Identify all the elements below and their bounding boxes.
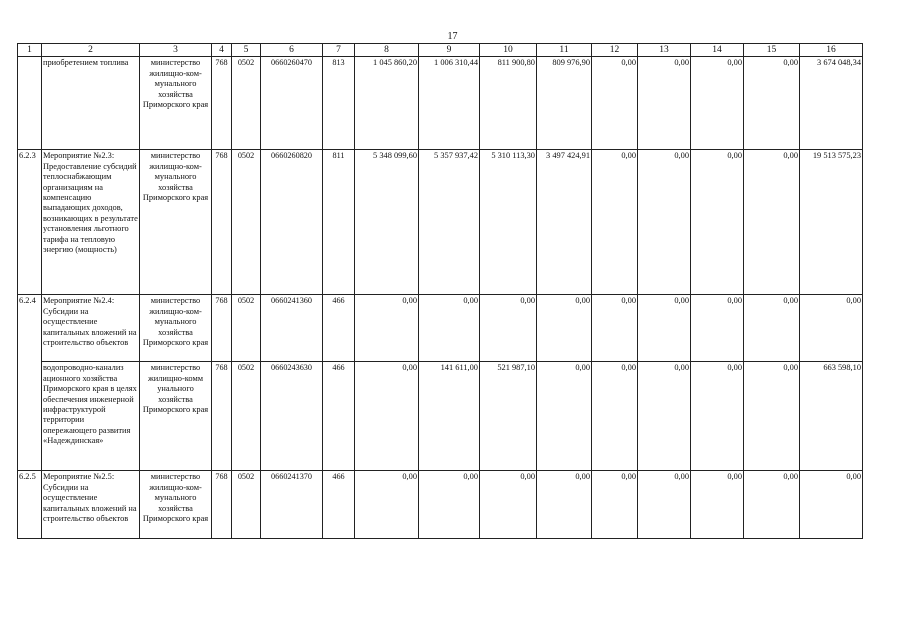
table-row — [18, 362, 863, 471]
row-code-5: 0502 — [232, 57, 261, 150]
row-value-11: 809 976,90 — [537, 57, 592, 150]
row-value-12: 0,00 — [592, 362, 638, 471]
row-agency: министерство жилищно-ком-мунального хозяйства Приморского края — [140, 57, 212, 150]
row-value-12: 0,00 — [592, 295, 638, 362]
column-header: 5 — [232, 44, 261, 57]
row-value-8: 0,00 — [355, 362, 419, 471]
row-value-15: 0,00 — [744, 362, 800, 471]
row-code-5: 0502 — [232, 150, 261, 295]
row-code-5: 0502 — [232, 471, 261, 539]
row-agency: министерство жилищно-комм унального хозяйства Приморского края — [140, 362, 212, 471]
row-value-11: 3 497 424,91 — [537, 150, 592, 295]
row-value-12: 0,00 — [592, 150, 638, 295]
row-value-14: 0,00 — [691, 295, 744, 362]
table-row — [18, 471, 863, 539]
row-value-9: 5 357 937,42 — [419, 150, 480, 295]
row-value-15: 0,00 — [744, 150, 800, 295]
column-header: 2 — [42, 44, 140, 57]
row-code-5: 0502 — [232, 362, 261, 471]
budget-table — [17, 43, 863, 539]
row-code-7: 813 — [323, 57, 355, 150]
row-id: 6.2.3 — [18, 150, 42, 295]
row-agency: министерство жилищно-ком-мунального хозяйства Приморского края — [140, 295, 212, 362]
row-code-6: 0660243630 — [261, 362, 323, 471]
row-code-7: 466 — [323, 295, 355, 362]
column-header: 1 — [18, 44, 42, 57]
table-row — [18, 150, 863, 295]
row-value-11: 0,00 — [537, 295, 592, 362]
row-value-14: 0,00 — [691, 150, 744, 295]
row-value-16: 0,00 — [800, 471, 863, 539]
column-header: 9 — [419, 44, 480, 57]
column-header: 11 — [537, 44, 592, 57]
column-header: 8 — [355, 44, 419, 57]
row-agency: министерство жилищно-ком-мунального хозяйства Приморского края — [140, 150, 212, 295]
row-id — [18, 57, 42, 150]
row-value-8: 1 045 860,20 — [355, 57, 419, 150]
row-code-7: 466 — [323, 362, 355, 471]
column-header: 7 — [323, 44, 355, 57]
row-name: Мероприятие №2.4: Субсидии на осуществление капитальных вложений на строительство объектов — [42, 295, 140, 362]
row-value-8: 0,00 — [355, 295, 419, 362]
row-id: 6.2.4 — [18, 295, 42, 471]
row-code-4: 768 — [212, 57, 232, 150]
column-header: 15 — [744, 44, 800, 57]
row-code-7: 466 — [323, 471, 355, 539]
row-code-4: 768 — [212, 150, 232, 295]
row-value-8: 5 348 099,60 — [355, 150, 419, 295]
row-value-12: 0,00 — [592, 57, 638, 150]
row-value-10: 5 310 113,30 — [480, 150, 537, 295]
row-value-10: 521 987,10 — [480, 362, 537, 471]
row-name: Мероприятие №2.5: Субсидии на осуществление капитальных вложений на строительство объектов — [42, 471, 140, 539]
row-value-10: 0,00 — [480, 295, 537, 362]
row-value-15: 0,00 — [744, 295, 800, 362]
row-value-13: 0,00 — [638, 295, 691, 362]
row-value-9: 0,00 — [419, 471, 480, 539]
row-code-4: 768 — [212, 362, 232, 471]
column-number-row — [18, 44, 863, 57]
row-value-13: 0,00 — [638, 362, 691, 471]
table-row — [18, 295, 863, 362]
row-value-16: 19 513 575,23 — [800, 150, 863, 295]
column-header: 12 — [592, 44, 638, 57]
row-value-12: 0,00 — [592, 471, 638, 539]
row-value-13: 0,00 — [638, 57, 691, 150]
row-value-10: 811 900,80 — [480, 57, 537, 150]
row-value-13: 0,00 — [638, 150, 691, 295]
row-name: водопроводно-канализ ационного хозяйства Приморского края в целях обеспечения инженерной инфраструктурой территории опережающего развития «Надеждинская» — [42, 362, 140, 471]
page-number: 17 — [447, 31, 458, 42]
column-header: 10 — [480, 44, 537, 57]
row-value-16: 0,00 — [800, 295, 863, 362]
row-value-14: 0,00 — [691, 57, 744, 150]
row-value-15: 0,00 — [744, 57, 800, 150]
row-value-8: 0,00 — [355, 471, 419, 539]
column-header: 4 — [212, 44, 232, 57]
row-code-6: 0660241370 — [261, 471, 323, 539]
row-code-4: 768 — [212, 471, 232, 539]
row-code-7: 811 — [323, 150, 355, 295]
row-value-11: 0,00 — [537, 362, 592, 471]
column-header: 16 — [800, 44, 863, 57]
row-value-11: 0,00 — [537, 471, 592, 539]
row-value-14: 0,00 — [691, 471, 744, 539]
row-value-9: 1 006 310,44 — [419, 57, 480, 150]
row-value-9: 141 611,00 — [419, 362, 480, 471]
column-header: 6 — [261, 44, 323, 57]
row-code-6: 0660260820 — [261, 150, 323, 295]
row-value-9: 0,00 — [419, 295, 480, 362]
row-id: 6.2.5 — [18, 471, 42, 539]
column-header: 3 — [140, 44, 212, 57]
column-header: 14 — [691, 44, 744, 57]
column-header: 13 — [638, 44, 691, 57]
row-code-5: 0502 — [232, 295, 261, 362]
row-code-6: 0660241360 — [261, 295, 323, 362]
row-value-10: 0,00 — [480, 471, 537, 539]
row-code-4: 768 — [212, 295, 232, 362]
row-value-16: 663 598,10 — [800, 362, 863, 471]
row-value-15: 0,00 — [744, 471, 800, 539]
row-value-14: 0,00 — [691, 362, 744, 471]
row-value-13: 0,00 — [638, 471, 691, 539]
row-agency: министерство жилищно-ком-мунального хозяйства Приморского края — [140, 471, 212, 539]
table-row — [18, 57, 863, 150]
row-code-6: 0660260470 — [261, 57, 323, 150]
row-name: приобретением топлива — [42, 57, 140, 150]
row-value-16: 3 674 048,34 — [800, 57, 863, 150]
row-name: Мероприятие №2.3: Предоставление субсидий теплоснабжающим организациям на компенсацию выпадающих доходов, возникающих в результате установления льготного тарифа на тепловую энергию (мощность) — [42, 150, 140, 295]
